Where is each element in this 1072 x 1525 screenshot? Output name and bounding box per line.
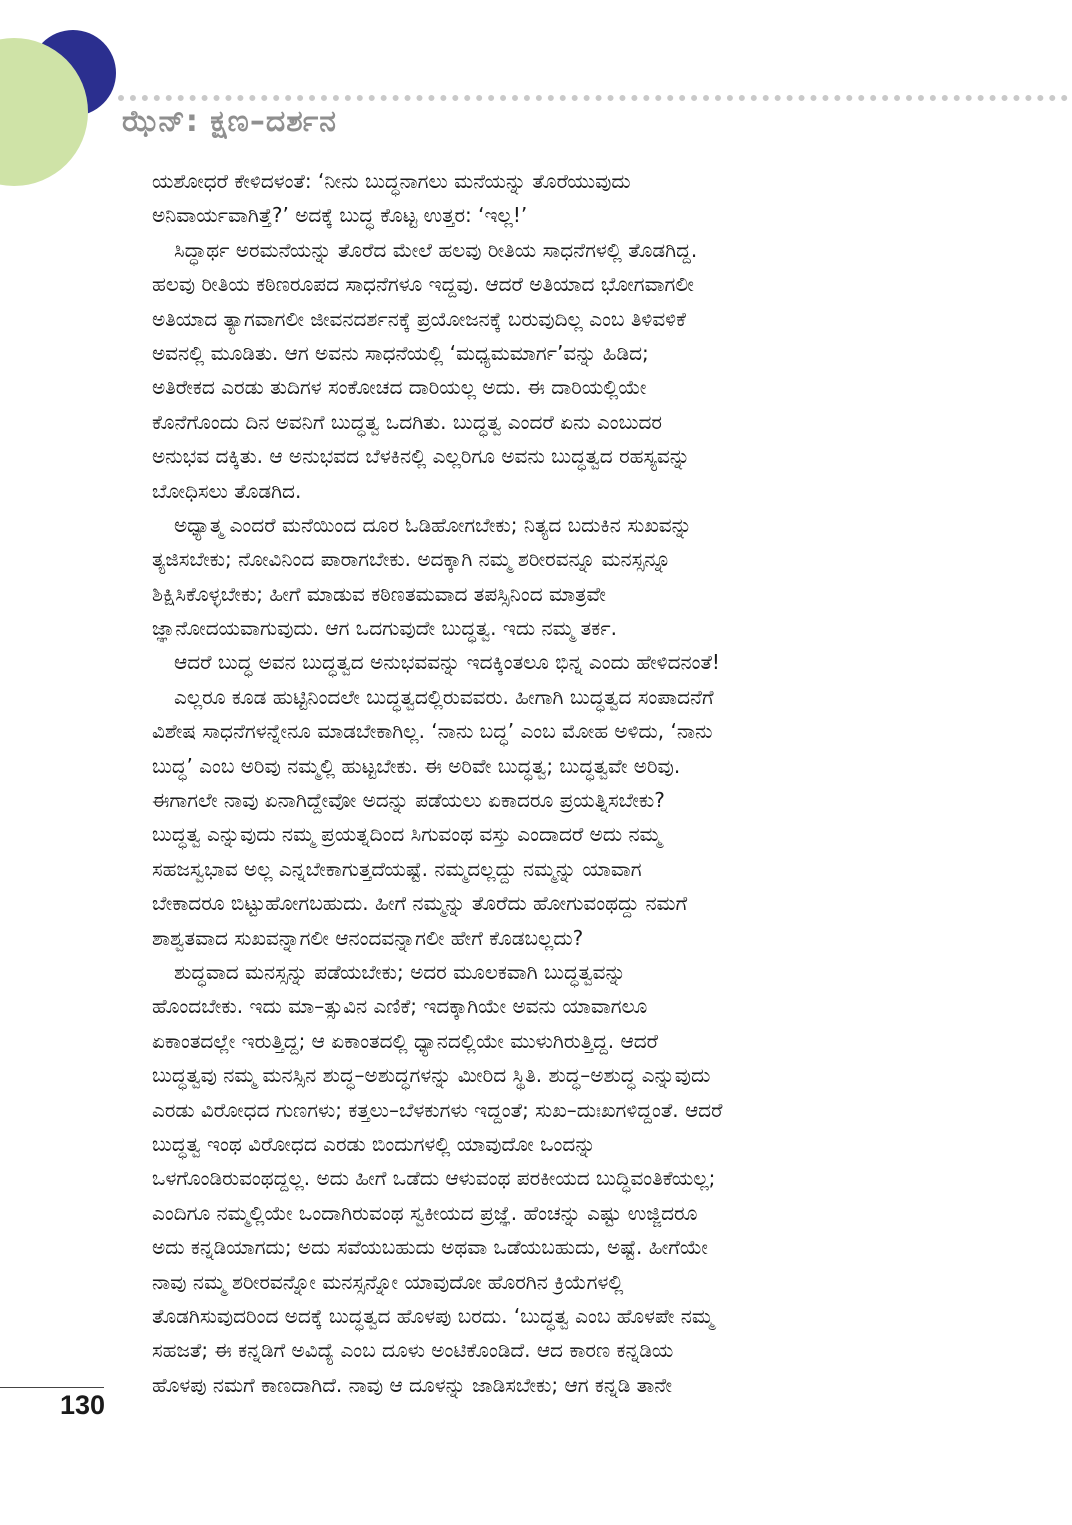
text-line: ಬೇಕಾದರೂ ಬಿಟ್ಟುಹೋಗಬಹುದು. ಹೀಗೆ ನಮ್ಮನ್ನು ತೊರೆದು ಹೋಗುವಂಥದ್ದು ನಮಗೆ bbox=[152, 891, 688, 916]
text-line: ತೊಡಗಿಸುವುದರಿಂದ ಅದಕ್ಕೆ ಬುದ್ಧತ್ವದ ಹೊಳಪು ಬರದು. ‘ಬುದ್ಧತ್ವ ಎಂಬ ಹೊಳಪೇ ನಮ್ಮ bbox=[152, 1303, 714, 1328]
text-line: ಒಳಗೊಂಡಿರುವಂಥದ್ದಲ್ಲ. ಅದು ಹೀಗೆ ಒಡೆದು ಆಳುವಂಥ ಪರಕೀಯದ ಬುದ್ಧಿವಂತಿಕೆಯಲ್ಲ; bbox=[152, 1166, 716, 1191]
text-line: ಶಿಕ್ಷಿಸಿಕೊಳ್ಳಬೇಕು; ಹೀಗೆ ಮಾಡುವ ಕಠಿಣತಮವಾದ ತಪಸ್ಸಿನಿಂದ ಮಾತ್ರವೇ bbox=[152, 581, 606, 606]
footer-rule bbox=[0, 1387, 104, 1388]
body-text bbox=[152, 164, 912, 1402]
text-line: ಹಲವು ರೀತಿಯ ಕಠಿಣರೂಪದ ಸಾಧನೆಗಳೂ ಇದ್ದವು. ಆದರೆ ಅತಿಯಾದ ಭೋಗವಾಗಲೀ bbox=[152, 272, 694, 297]
text-line: ಬೋಧಿಸಲು ತೊಡಗಿದ. bbox=[152, 478, 302, 503]
text-line: ಅತಿರೇಕದ ಎರಡು ತುದಿಗಳ ಸಂಕೋಚದ ದಾರಿಯಲ್ಲ ಅದು. ಈ ದಾರಿಯಲ್ಲಿಯೇ bbox=[152, 375, 647, 400]
text-line: ಶುದ್ಧವಾದ ಮನಸ್ಸನ್ನು ಪಡೆಯಬೇಕು; ಅದರ ಮೂಲಕವಾಗಿ ಬುದ್ಧತ್ವವನ್ನು bbox=[174, 959, 626, 984]
text-line: ಈಗಾಗಲೇ ನಾವು ಏನಾಗಿದ್ದೇವೋ ಅದನ್ನು ಪಡೆಯಲು ಏಕಾದರೂ ಪ್ರಯತ್ನಿಸಬೇಕು? bbox=[152, 788, 665, 813]
text-line: ತ್ಯಜಿಸಬೇಕು; ನೋವಿನಿಂದ ಪಾರಾಗಬೇಕು. ಅದಕ್ಕಾಗಿ ನಮ್ಮ ಶರೀರವನ್ನೂ ಮನಸ್ಸನ್ನೂ bbox=[152, 547, 671, 572]
text-line: ಶಾಶ್ವತವಾದ ಸುಖವನ್ನಾಗಲೀ ಆನಂದವನ್ನಾಗಲೀ ಹೇಗೆ ಕೊಡಬಲ್ಲದು? bbox=[152, 925, 584, 950]
text-line: ಎಂದಿಗೂ ನಮ್ಮಲ್ಲಿಯೇ ಒಂದಾಗಿರುವಂಥ ಸ್ವಕೀಯದ ಪ್ರಜ್ಞೆ. ಹೆಂಚನ್ನು ಎಷ್ಟು ಉಜ್ಜಿದರೂ bbox=[152, 1200, 698, 1225]
text-line: ಅತಿಯಾದ ತ್ಯಾಗವಾಗಲೀ ಜೀವನದರ್ಶನಕ್ಕೆ ಪ್ರಯೋಜನಕ್ಕೆ ಬರುವುದಿಲ್ಲ ಎಂಬ ತಿಳಿವಳಿಕೆ bbox=[152, 306, 686, 331]
text-line: ಅನಿವಾರ್ಯವಾಗಿತ್ತೆ?’ ಅದಕ್ಕೆ ಬುದ್ಧ ಕೊಟ್ಟ ಉತ್ತರ: ‘ಇಲ್ಲ!’ bbox=[152, 203, 528, 228]
text-line: ಬುದ್ಧ’ ಎಂಬ ಅರಿವು ನಮ್ಮಲ್ಲಿ ಹುಟ್ಟಬೇಕು. ಈ ಅರಿವೇ ಬುದ್ಧತ್ವ; ಬುದ್ಧತ್ವವೇ ಅರಿವು. bbox=[152, 753, 681, 778]
header-dotted-rule bbox=[118, 95, 1068, 101]
text-line: ಅನುಭವ ದಕ್ಕಿತು. ಆ ಅನುಭವದ ಬೆಳಕಿನಲ್ಲಿ ಎಲ್ಲರಿಗೂ ಅವನು ಬುದ್ಧತ್ವದ ರಹಸ್ಯವನ್ನು bbox=[152, 444, 690, 469]
text-line: ಹೊಂದಬೇಕು. ಇದು ಮಾ–ತ್ಸುವಿನ ಎಣಿಕೆ; ಇದಕ್ಕಾಗಿಯೇ ಅವನು ಯಾವಾಗಲೂ bbox=[152, 994, 648, 1019]
text-line: ಯಶೋಧರೆ ಕೇಳಿದಳಂತೆ: ‘ನೀನು ಬುದ್ಧನಾಗಲು ಮನೆಯನ್ನು ತೊರೆಯುವುದು bbox=[152, 169, 631, 193]
text-line: ಆದರೆ ಬುದ್ಧ ಅವನ ಬುದ್ಧತ್ವದ ಅನುಭವವನ್ನು ಇದಕ್ಕಿಂತಲೂ ಭಿನ್ನ ಎಂದು ಹೇಳಿದನಂತೆ! bbox=[174, 650, 720, 675]
text-line: ಅದು ಕನ್ನಡಿಯಾಗದು; ಅದು ಸವೆಯಬಹುದು ಅಥವಾ ಒಡೆಯಬಹುದು, ಅಷ್ಟೆ. ಹೀಗೆಯೇ bbox=[152, 1235, 708, 1260]
text-line: ಕೊನೆಗೊಂದು ದಿನ ಅವನಿಗೆ ಬುದ್ಧತ್ವ ಒದಗಿತು. ಬುದ್ಧತ್ವ ಎಂದರೆ ಏನು ಎಂಬುದರ bbox=[152, 409, 662, 434]
text-line: ಏಕಾಂತದಲ್ಲೇ ಇರುತ್ತಿದ್ದ; ಆ ಏಕಾಂತದಲ್ಲಿ ಧ್ಯಾನದಲ್ಲಿಯೇ ಮುಳುಗಿರುತ್ತಿದ್ದ. ಆದರೆ bbox=[152, 1028, 659, 1053]
text-line: ಸಹಜಸ್ವಭಾವ ಅಲ್ಲ ಎನ್ನಬೇಕಾಗುತ್ತದೆಯಷ್ಟೆ. ನಮ್ಮದಲ್ಲದ್ದು ನಮ್ಮನ್ನು ಯಾವಾಗ bbox=[152, 856, 642, 881]
text-line: ಸಹಜತೆ; ಈ ಕನ್ನಡಿಗೆ ಅವಿದ್ಯೆ ಎಂಬ ದೂಳು ಅಂಟಿಕೊಂಡಿದೆ. ಆದ ಕಾರಣ ಕನ್ನಡಿಯ bbox=[152, 1338, 674, 1363]
running-header-title: ಝೆನ್: ಕ್ಷಣ–ದರ್ಶನ bbox=[122, 104, 337, 139]
text-line: ಅವನಲ್ಲಿ ಮೂಡಿತು. ಆಗ ಅವನು ಸಾಧನೆಯಲ್ಲಿ ‘ಮಧ್ಯಮಮಾರ್ಗ’ವನ್ನು ಹಿಡಿದ; bbox=[152, 340, 649, 365]
text-line: ಸಿದ್ಧಾರ್ಥ ಅರಮನೆಯನ್ನು ತೊರೆದ ಮೇಲೆ ಹಲವು ರೀತಿಯ ಸಾಧನೆಗಳಲ್ಲಿ ತೊಡಗಿದ್ದ. bbox=[174, 237, 698, 262]
page-number: 130 bbox=[60, 1390, 106, 1420]
text-line: ಹೊಳಪು ನಮಗೆ ಕಾಣದಾಗಿದೆ. ನಾವು ಆ ದೂಳನ್ನು ಜಾಡಿಸಬೇಕು; ಆಗ ಕನ್ನಡಿ ತಾನೇ bbox=[152, 1372, 672, 1397]
text-line: ನಾವು ನಮ್ಮ ಶರೀರವನ್ನೋ ಮನಸ್ಸನ್ನೋ ಯಾವುದೋ ಹೊರಗಿನ ಕ್ರಿಯೆಗಳಲ್ಲಿ bbox=[152, 1269, 624, 1294]
text-line: ಎಲ್ಲರೂ ಕೂಡ ಹುಟ್ಟಿನಿಂದಲೇ ಬುದ್ಧತ್ವದಲ್ಲಿರುವವರು. ಹೀಗಾಗಿ ಬುದ್ಧತ್ವದ ಸಂಪಾದನೆಗೆ bbox=[174, 684, 714, 709]
text-line: ಬುದ್ಧತ್ವವು ನಮ್ಮ ಮನಸ್ಸಿನ ಶುದ್ಧ–ಅಶುದ್ಧಗಳನ್ನು ಮೀರಿದ ಸ್ಥಿತಿ. ಶುದ್ಧ–ಅಶುದ್ಧ ಎನ್ನುವುದು bbox=[152, 1063, 711, 1088]
text-line: ಅಧ್ಯಾತ್ಮ ಎಂದರೆ ಮನೆಯಿಂದ ದೂರ ಓಡಿಹೋಗಬೇಕು; ನಿತ್ಯದ ಬದುಕಿನ ಸುಖವನ್ನು bbox=[174, 512, 692, 537]
text-line: ಬುದ್ಧತ್ವ ಎನ್ನುವುದು ನಮ್ಮ ಪ್ರಯತ್ನದಿಂದ ಸಿಗುವಂಥ ವಸ್ತು ಎಂದಾದರೆ ಅದು ನಮ್ಮ bbox=[152, 822, 662, 847]
text-line: ವಿಶೇಷ ಸಾಧನೆಗಳನ್ನೇನೂ ಮಾಡಬೇಕಾಗಿಲ್ಲ. ‘ನಾನು ಬದ್ಧ’ ಎಂಬ ಮೋಹ ಅಳಿದು, ‘ನಾನು bbox=[152, 719, 713, 744]
text-line: ಬುದ್ಧತ್ವ ಇಂಥ ವಿರೋಧದ ಎರಡು ಬಿಂದುಗಳಲ್ಲಿ ಯಾವುದೋ ಒಂದನ್ನು bbox=[152, 1131, 596, 1156]
text-line: ಎರಡು ವಿರೋಧದ ಗುಣಗಳು; ಕತ್ತಲು–ಬೆಳಕುಗಳು ಇದ್ದಂತೆ; ಸುಖ–ದುಃಖಗಳಿದ್ದಂತೆ. ಆದರೆ bbox=[152, 1097, 723, 1122]
text-line: ಜ್ಞಾನೋದಯವಾಗುವುದು. ಆಗ ಒದಗುವುದೇ ಬುದ್ಧತ್ವ. ಇದು ನಮ್ಮ ತರ್ಕ. bbox=[152, 616, 617, 641]
